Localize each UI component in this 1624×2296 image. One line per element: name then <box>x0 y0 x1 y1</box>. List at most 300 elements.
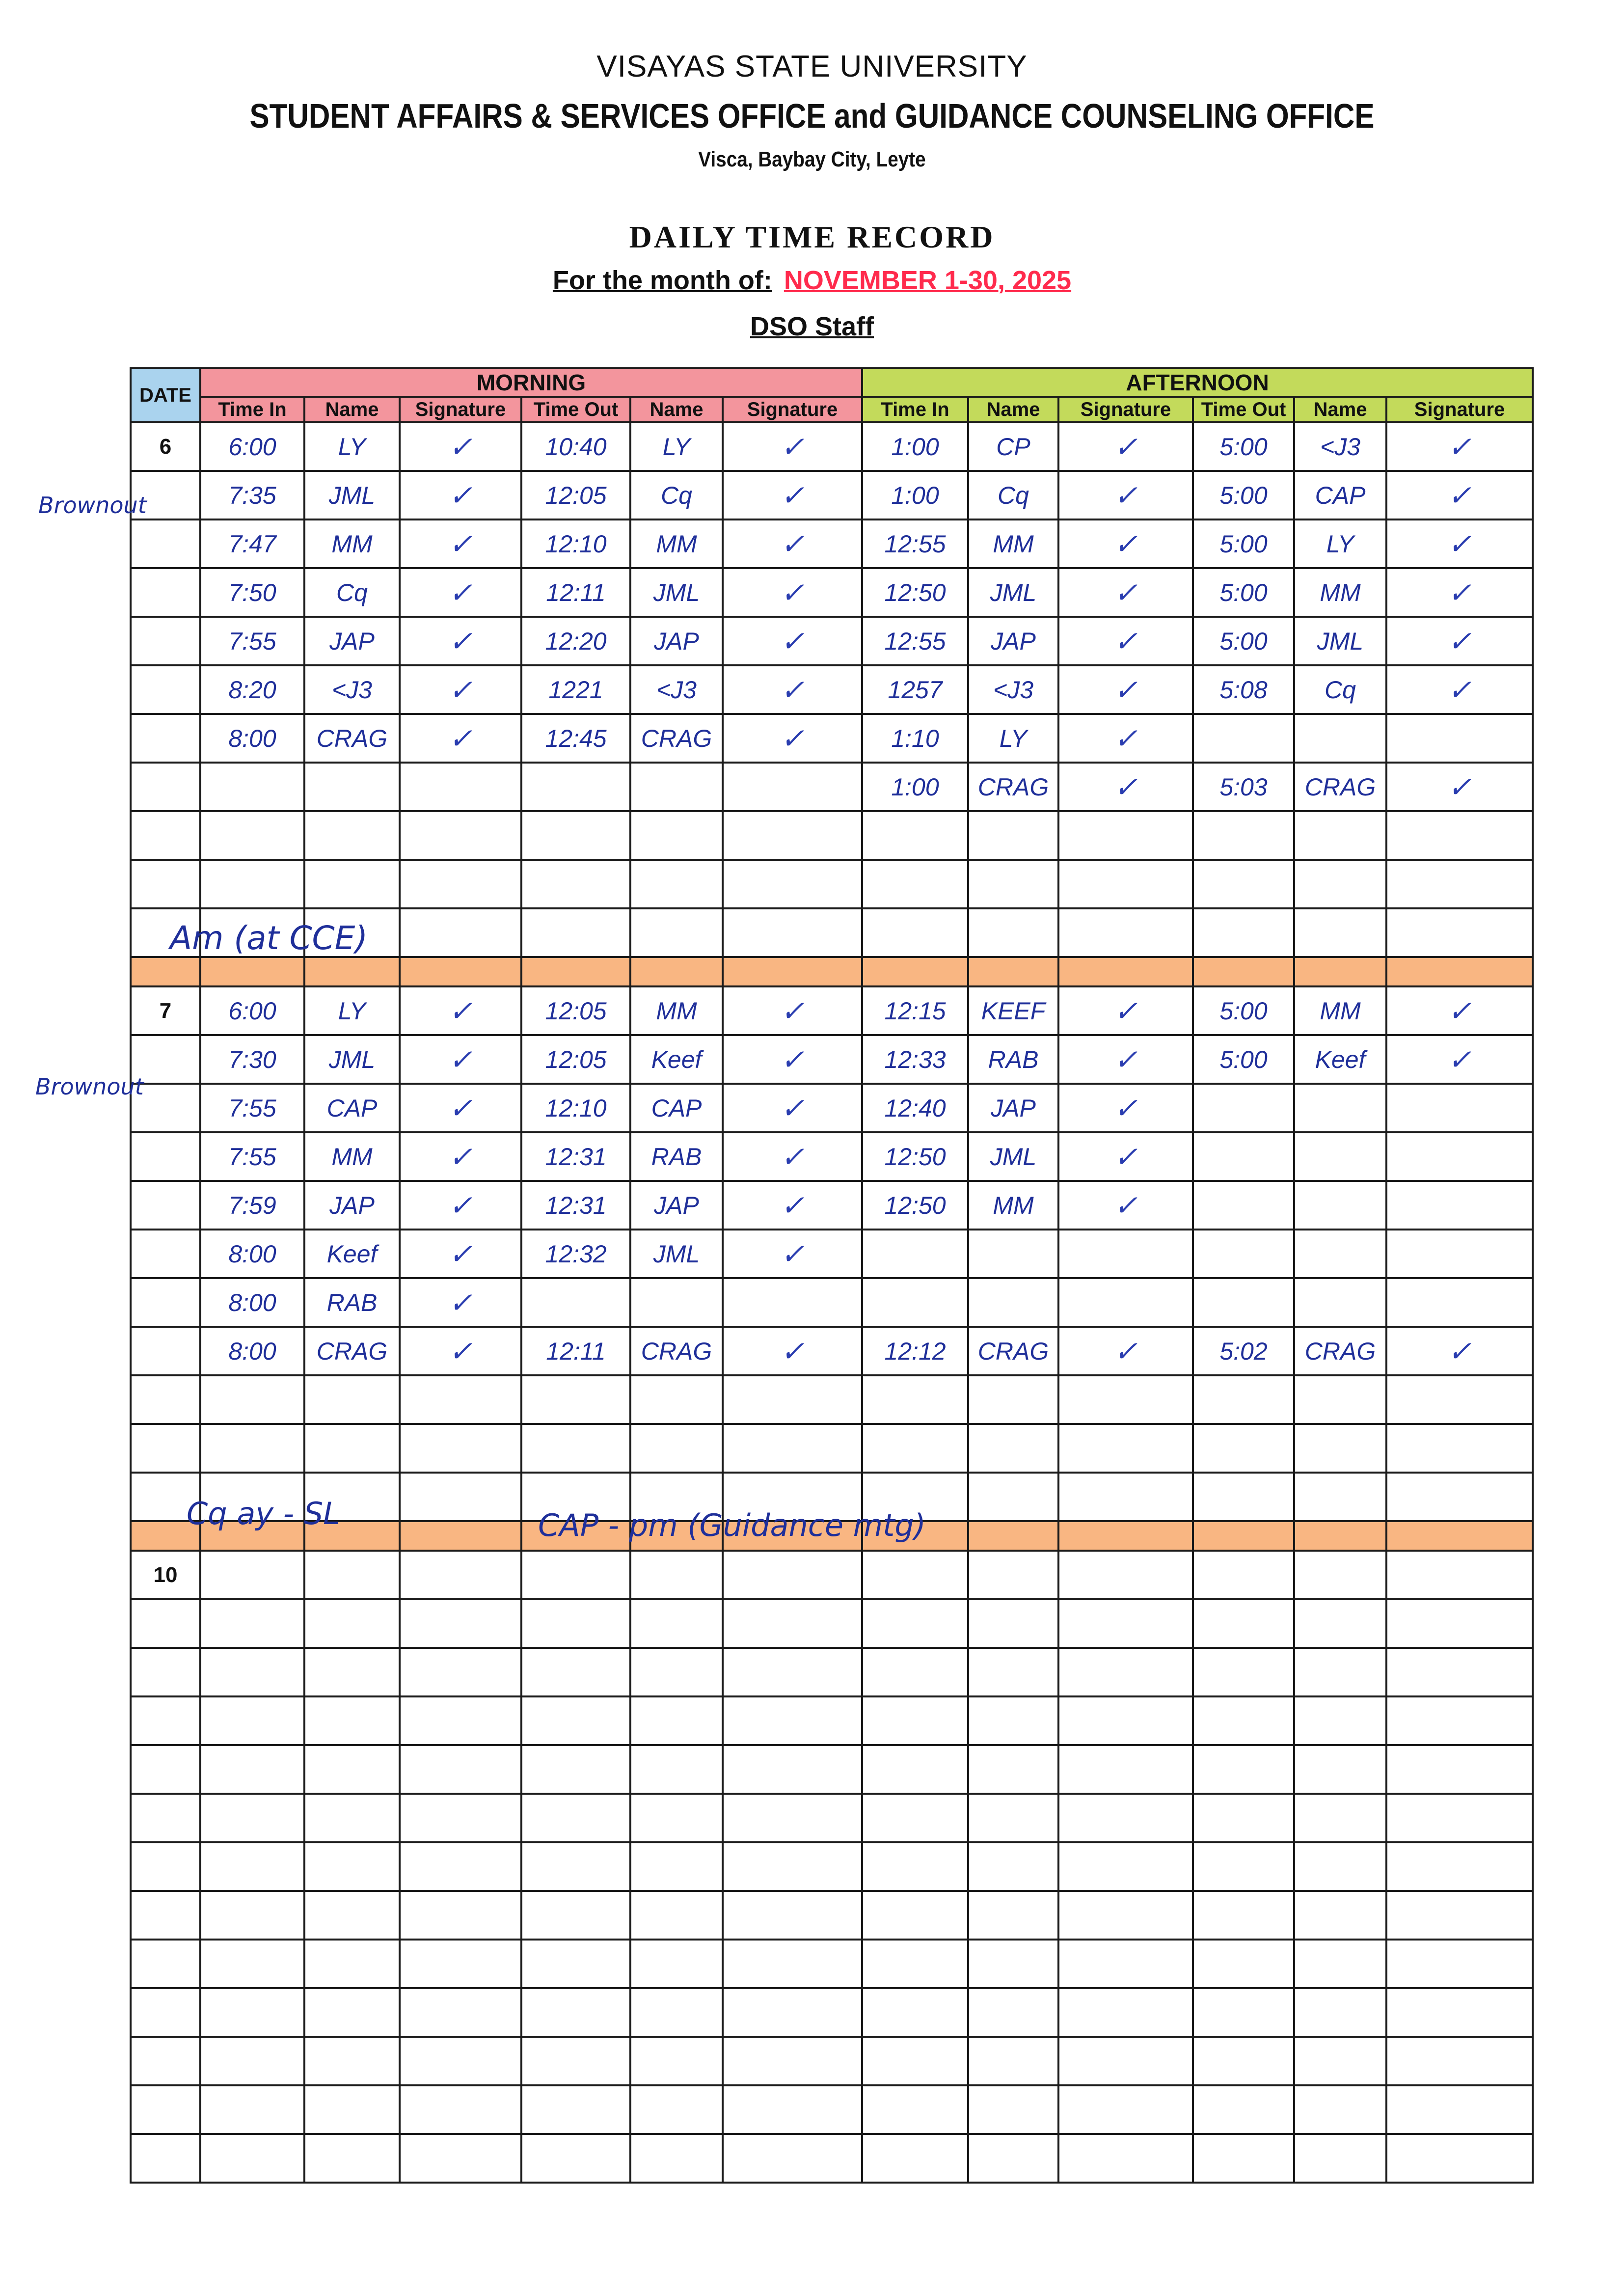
name-cell <box>968 1745 1058 1794</box>
table-row <box>131 1230 1533 1278</box>
margin-note-day7: Brownout <box>35 1073 144 1100</box>
name-cell <box>968 2085 1058 2134</box>
name-cell: JML <box>304 471 400 519</box>
time-cell: 7:30 <box>200 1035 304 1084</box>
separator-cell <box>630 957 723 986</box>
time-cell: 12:50 <box>862 568 968 617</box>
signature-cell: ✓ <box>400 519 521 568</box>
name-cell: MM <box>630 986 723 1035</box>
time-cell <box>862 2037 968 2085</box>
table-row <box>131 811 1533 860</box>
time-cell: 12:55 <box>862 519 968 568</box>
separator-cell <box>200 957 304 986</box>
signature-cell <box>723 1551 862 1599</box>
time-cell: 5:00 <box>1193 568 1294 617</box>
signature-cell <box>400 763 521 811</box>
name-cell: <J3 <box>304 665 400 714</box>
signature-cell <box>723 860 862 908</box>
signature-cell <box>1058 1794 1193 1842</box>
date-cell <box>131 763 200 811</box>
signature-cell <box>400 1648 521 1696</box>
column-header: Time In <box>200 397 304 422</box>
signature-cell: ✓ <box>400 986 521 1035</box>
name-cell <box>304 2085 400 2134</box>
time-cell <box>521 1551 630 1599</box>
time-cell: 1:00 <box>862 422 968 471</box>
date-cell <box>131 1132 200 1181</box>
separator-cell <box>1058 957 1193 986</box>
time-cell <box>1193 1988 1294 2037</box>
signature-cell <box>1058 908 1193 957</box>
signature-cell: ✓ <box>1058 1084 1193 1132</box>
signature-cell <box>400 2037 521 2085</box>
name-cell <box>304 2037 400 2085</box>
remark-day6: Am (at CCE) <box>170 919 368 957</box>
time-cell <box>1193 2085 1294 2134</box>
name-cell: JAP <box>304 617 400 665</box>
signature-cell <box>400 1745 521 1794</box>
time-cell <box>862 1230 968 1278</box>
time-cell <box>200 2085 304 2134</box>
name-cell: <J3 <box>630 665 723 714</box>
column-header: Time In <box>862 397 968 422</box>
name-cell: CRAG <box>1294 1327 1386 1375</box>
signature-cell <box>1386 1745 1533 1794</box>
name-cell: CAP <box>304 1084 400 1132</box>
time-cell <box>1193 1181 1294 1230</box>
signature-cell: ✓ <box>1386 1035 1533 1084</box>
name-cell <box>304 1696 400 1745</box>
time-cell <box>521 2134 630 2183</box>
name-cell: RAB <box>304 1278 400 1327</box>
table-row <box>131 1599 1533 1648</box>
signature-cell <box>1386 860 1533 908</box>
month-label: For the month of: <box>552 266 772 295</box>
name-cell: JML <box>304 1035 400 1084</box>
time-cell <box>521 1794 630 1842</box>
time-cell <box>862 1745 968 1794</box>
time-cell: 5:08 <box>1193 665 1294 714</box>
signature-cell: ✓ <box>400 665 521 714</box>
name-cell <box>968 1891 1058 1940</box>
table-row <box>131 1084 1533 1132</box>
university-name: VISAYAS STATE UNIVERSITY <box>596 50 1028 83</box>
time-cell <box>862 2085 968 2134</box>
name-cell <box>1294 1599 1386 1648</box>
time-cell: 7:50 <box>200 568 304 617</box>
column-header: Signature <box>400 397 521 422</box>
signature-cell: ✓ <box>400 1132 521 1181</box>
table-row <box>131 1327 1533 1375</box>
time-cell <box>1193 860 1294 908</box>
separator-cell <box>1294 1521 1386 1551</box>
time-cell: 6:00 <box>200 422 304 471</box>
signature-cell <box>400 1842 521 1891</box>
time-cell <box>521 1648 630 1696</box>
time-cell <box>200 1648 304 1696</box>
time-cell: 7:55 <box>200 617 304 665</box>
name-cell <box>630 1940 723 1988</box>
date-cell <box>131 2037 200 2085</box>
name-cell <box>304 1842 400 1891</box>
name-cell: CAP <box>630 1084 723 1132</box>
time-cell <box>200 1988 304 2037</box>
time-cell: 12:11 <box>521 1327 630 1375</box>
name-cell: Keef <box>1294 1035 1386 1084</box>
time-cell <box>200 2037 304 2085</box>
time-cell <box>521 1696 630 1745</box>
time-cell <box>1193 1278 1294 1327</box>
signature-cell: ✓ <box>400 1084 521 1132</box>
time-cell <box>521 1745 630 1794</box>
time-cell: 5:02 <box>1193 1327 1294 1375</box>
signature-cell <box>723 1988 862 2037</box>
day-separator <box>131 957 1533 986</box>
time-cell: 12:31 <box>521 1181 630 1230</box>
table-row <box>131 714 1533 763</box>
table-row <box>131 1696 1533 1745</box>
time-cell <box>862 1842 968 1891</box>
signature-cell: ✓ <box>723 568 862 617</box>
signature-cell <box>723 1278 862 1327</box>
signature-cell <box>1386 714 1533 763</box>
name-cell: MM <box>304 519 400 568</box>
separator-cell <box>1193 957 1294 986</box>
signature-cell <box>1058 1842 1193 1891</box>
time-cell: 12:12 <box>862 1327 968 1375</box>
signature-cell <box>400 1551 521 1599</box>
signature-cell <box>1058 2085 1193 2134</box>
signature-cell: ✓ <box>400 471 521 519</box>
signature-cell <box>1386 2037 1533 2085</box>
signature-cell: ✓ <box>400 1278 521 1327</box>
separator-cell <box>1386 957 1533 986</box>
time-cell: 12:15 <box>862 986 968 1035</box>
time-cell <box>862 1551 968 1599</box>
signature-cell: ✓ <box>400 1327 521 1375</box>
signature-cell: ✓ <box>723 422 862 471</box>
name-cell: CRAG <box>630 1327 723 1375</box>
signature-cell <box>723 1842 862 1891</box>
date-cell <box>131 2134 200 2183</box>
time-cell <box>1193 1648 1294 1696</box>
signature-cell <box>400 1696 521 1745</box>
name-cell <box>968 1551 1058 1599</box>
table-row <box>131 860 1533 908</box>
signature-cell: ✓ <box>1058 1035 1193 1084</box>
signature-cell: ✓ <box>723 1327 862 1375</box>
signature-cell <box>1386 1473 1533 1521</box>
name-cell <box>304 860 400 908</box>
time-cell <box>1193 714 1294 763</box>
name-cell <box>1294 714 1386 763</box>
name-cell <box>1294 1278 1386 1327</box>
time-cell <box>200 1375 304 1424</box>
time-cell <box>521 2037 630 2085</box>
signature-cell: ✓ <box>1386 568 1533 617</box>
time-cell <box>862 811 968 860</box>
name-cell <box>968 1940 1058 1988</box>
signature-cell <box>1386 1084 1533 1132</box>
name-cell: MM <box>1294 986 1386 1035</box>
signature-cell <box>1386 908 1533 957</box>
name-cell <box>304 763 400 811</box>
signature-cell <box>1386 2134 1533 2183</box>
time-cell: 12:05 <box>521 471 630 519</box>
name-cell <box>304 1424 400 1473</box>
time-cell <box>862 1794 968 1842</box>
signature-cell <box>1386 1696 1533 1745</box>
name-cell <box>304 1375 400 1424</box>
date-cell <box>131 1278 200 1327</box>
name-cell <box>968 1375 1058 1424</box>
table-row <box>131 1132 1533 1181</box>
time-cell <box>1193 1132 1294 1181</box>
time-cell: 12:05 <box>521 986 630 1035</box>
name-cell <box>630 2037 723 2085</box>
name-cell: MM <box>304 1132 400 1181</box>
name-cell: MM <box>968 519 1058 568</box>
date-cell <box>131 1940 200 1988</box>
name-cell <box>1294 1424 1386 1473</box>
table-row <box>131 1988 1533 2037</box>
date-cell <box>131 1794 200 1842</box>
name-cell <box>1294 1891 1386 1940</box>
time-cell <box>200 1599 304 1648</box>
name-cell <box>630 1424 723 1473</box>
signature-cell: ✓ <box>723 617 862 665</box>
signature-cell <box>400 2085 521 2134</box>
time-cell <box>200 860 304 908</box>
signature-cell: ✓ <box>400 617 521 665</box>
name-cell <box>304 1599 400 1648</box>
time-cell: 7:47 <box>200 519 304 568</box>
time-cell: 12:10 <box>521 1084 630 1132</box>
signature-cell <box>1058 1551 1193 1599</box>
table-row <box>131 986 1533 1035</box>
name-cell <box>630 1648 723 1696</box>
time-cell <box>862 1599 968 1648</box>
time-cell <box>1193 2134 1294 2183</box>
time-cell: 1:00 <box>862 763 968 811</box>
name-cell: MM <box>968 1181 1058 1230</box>
name-cell <box>630 1551 723 1599</box>
signature-cell: ✓ <box>1386 986 1533 1035</box>
date-cell <box>131 519 200 568</box>
column-header: Signature <box>1386 397 1533 422</box>
date-cell <box>131 1745 200 1794</box>
signature-cell <box>1058 1696 1193 1745</box>
signature-cell <box>723 2085 862 2134</box>
table-row <box>131 519 1533 568</box>
signature-cell: ✓ <box>1058 422 1193 471</box>
name-cell <box>630 1891 723 1940</box>
column-header: Name <box>1294 397 1386 422</box>
separator-cell <box>1193 1521 1294 1551</box>
name-cell <box>1294 1181 1386 1230</box>
signature-cell: ✓ <box>1058 617 1193 665</box>
signature-cell <box>1386 1132 1533 1181</box>
time-cell: 12:10 <box>521 519 630 568</box>
signature-cell <box>400 1599 521 1648</box>
signature-cell <box>400 1375 521 1424</box>
signature-cell <box>1058 1648 1193 1696</box>
date-cell <box>131 1424 200 1473</box>
name-cell <box>304 1551 400 1599</box>
name-cell: CRAG <box>630 714 723 763</box>
name-cell <box>630 1794 723 1842</box>
name-cell: LY <box>630 422 723 471</box>
time-cell <box>1193 1551 1294 1599</box>
date-cell <box>131 1375 200 1424</box>
signature-cell: ✓ <box>723 665 862 714</box>
time-cell: 1:00 <box>862 471 968 519</box>
time-cell <box>862 1940 968 1988</box>
time-cell <box>200 1940 304 1988</box>
signature-cell <box>1058 1424 1193 1473</box>
date-cell <box>131 1599 200 1648</box>
signature-cell <box>1386 1648 1533 1696</box>
name-cell <box>1294 1988 1386 2037</box>
signature-cell <box>1386 1891 1533 1940</box>
signature-cell <box>1386 1278 1533 1327</box>
name-cell: JML <box>630 568 723 617</box>
separator-cell <box>968 957 1058 986</box>
signature-cell <box>1058 2037 1193 2085</box>
signature-cell: ✓ <box>1386 422 1533 471</box>
signature-cell <box>1058 1278 1193 1327</box>
date-cell <box>131 1988 200 2037</box>
name-cell <box>1294 1551 1386 1599</box>
column-header: Time Out <box>1193 397 1294 422</box>
time-cell <box>862 1988 968 2037</box>
name-cell: RAB <box>630 1132 723 1181</box>
table-row <box>131 1181 1533 1230</box>
time-cell <box>1193 1230 1294 1278</box>
time-cell <box>521 1599 630 1648</box>
name-cell <box>1294 1745 1386 1794</box>
name-cell <box>630 1375 723 1424</box>
time-cell <box>862 908 968 957</box>
time-cell: 5:00 <box>1193 471 1294 519</box>
name-cell <box>968 1278 1058 1327</box>
name-cell <box>630 908 723 957</box>
signature-cell: ✓ <box>723 714 862 763</box>
name-cell: KEEF <box>968 986 1058 1035</box>
time-cell <box>1193 1745 1294 1794</box>
signature-cell <box>400 811 521 860</box>
time-cell: 1221 <box>521 665 630 714</box>
month-value: NOVEMBER 1-30, 2025 <box>784 266 1072 295</box>
name-cell: MM <box>630 519 723 568</box>
date-cell <box>131 665 200 714</box>
signature-cell <box>723 1794 862 1842</box>
time-cell <box>862 1891 968 1940</box>
time-cell: 8:00 <box>200 1327 304 1375</box>
table-row <box>131 2085 1533 2134</box>
name-cell <box>968 811 1058 860</box>
name-cell <box>304 1891 400 1940</box>
signature-cell <box>1058 1375 1193 1424</box>
time-cell <box>521 860 630 908</box>
time-cell <box>521 1988 630 2037</box>
signature-cell <box>1386 1181 1533 1230</box>
signature-cell <box>1058 1230 1193 1278</box>
time-cell: 12:32 <box>521 1230 630 1278</box>
time-cell: 7:59 <box>200 1181 304 1230</box>
name-cell: MM <box>1294 568 1386 617</box>
margin-note-day6: Brownout <box>38 492 147 519</box>
time-cell: 5:00 <box>1193 519 1294 568</box>
signature-cell: ✓ <box>1058 986 1193 1035</box>
signature-cell <box>400 1794 521 1842</box>
name-cell <box>968 1599 1058 1648</box>
name-cell <box>304 1940 400 1988</box>
remark-day7-right: CAP - pm (Guidance mtg) <box>538 1507 926 1543</box>
name-cell <box>1294 2134 1386 2183</box>
signature-cell <box>400 1891 521 1940</box>
signature-cell <box>723 763 862 811</box>
separator-cell <box>1294 957 1386 986</box>
name-cell <box>304 1648 400 1696</box>
signature-cell: ✓ <box>400 568 521 617</box>
table-row <box>131 1794 1533 1842</box>
time-cell: 12:50 <box>862 1132 968 1181</box>
separator-cell <box>723 957 862 986</box>
document-title: DAILY TIME RECORD <box>629 219 995 254</box>
signature-cell <box>1386 811 1533 860</box>
name-cell <box>630 2085 723 2134</box>
name-cell <box>1294 1084 1386 1132</box>
signature-cell: ✓ <box>400 1035 521 1084</box>
time-cell: 12:40 <box>862 1084 968 1132</box>
name-cell <box>630 811 723 860</box>
time-cell: 8:00 <box>200 1230 304 1278</box>
time-cell <box>200 1696 304 1745</box>
signature-cell: ✓ <box>1058 714 1193 763</box>
time-cell <box>1193 1599 1294 1648</box>
time-cell: 7:35 <box>200 471 304 519</box>
signature-cell <box>400 1424 521 1473</box>
signature-cell: ✓ <box>1058 568 1193 617</box>
date-cell: 7 <box>131 986 200 1035</box>
time-cell: 5:00 <box>1193 1035 1294 1084</box>
signature-cell <box>1386 1842 1533 1891</box>
signature-cell <box>723 2134 862 2183</box>
time-cell <box>200 1551 304 1599</box>
date-cell <box>131 568 200 617</box>
separator-cell <box>968 1521 1058 1551</box>
time-cell: 5:00 <box>1193 986 1294 1035</box>
name-cell <box>1294 1842 1386 1891</box>
table-row <box>131 1842 1533 1891</box>
signature-cell <box>723 1375 862 1424</box>
name-cell: Cq <box>630 471 723 519</box>
name-cell: CRAG <box>304 714 400 763</box>
name-cell: JAP <box>968 1084 1058 1132</box>
name-cell <box>630 1278 723 1327</box>
time-cell: 12:50 <box>862 1181 968 1230</box>
table-row <box>131 665 1533 714</box>
name-cell <box>1294 1648 1386 1696</box>
signature-cell <box>1386 1940 1533 1988</box>
remark-day7-left: Cq ay - SL <box>187 1496 340 1531</box>
name-cell <box>630 1696 723 1745</box>
signature-cell <box>1058 1473 1193 1521</box>
date-cell <box>131 617 200 665</box>
table-row <box>131 1035 1533 1084</box>
table-row <box>131 1424 1533 1473</box>
